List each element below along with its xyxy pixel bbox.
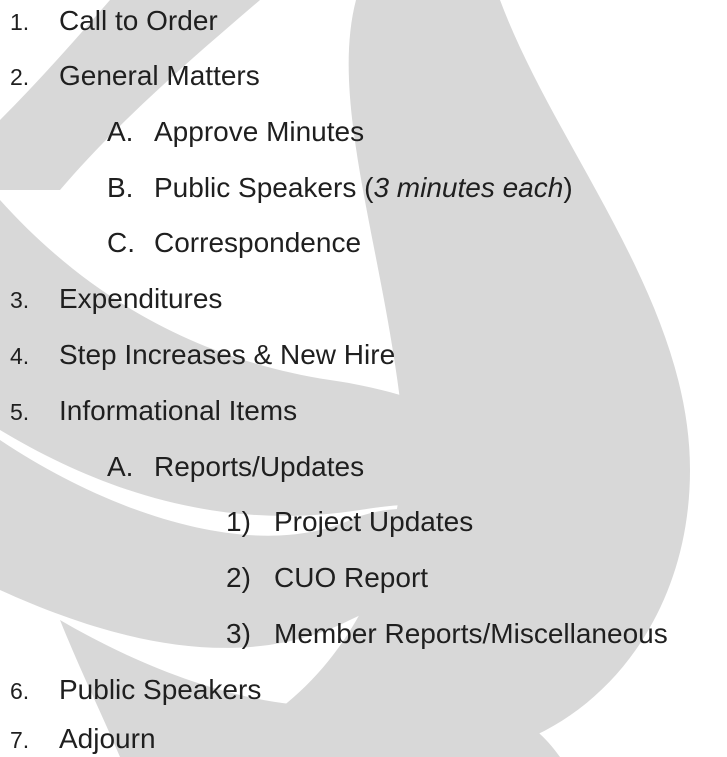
item-number: 6.	[10, 678, 30, 704]
item-label: Call to Order	[59, 5, 218, 36]
agenda-subsubitem-member-reports	[226, 617, 668, 651]
item-label: Member Reports/Miscellaneous	[274, 618, 668, 649]
agenda-item-step-increases	[10, 338, 395, 373]
item-label: Approve Minutes	[154, 116, 365, 147]
item-label: Public Speakers	[59, 674, 262, 705]
item-label: Reports/Updates	[154, 451, 365, 482]
agenda-subitem-correspondence	[107, 226, 361, 260]
item-number: 2)	[226, 562, 251, 593]
item-number: 3)	[226, 618, 251, 649]
item-number: 7.	[10, 727, 30, 753]
agenda-subitem-public-speakers	[107, 171, 573, 205]
item-label: General Matters	[59, 60, 260, 91]
item-label: Project Updates	[274, 506, 474, 537]
agenda-subsubitem-cuo-report	[226, 561, 428, 595]
item-label: Expenditures	[59, 283, 223, 314]
item-number: B.	[107, 172, 134, 203]
time-limit-note: 3 minutes each	[373, 172, 564, 203]
item-label: CUO Report	[274, 562, 429, 593]
agenda-subsubitem-project-updates	[226, 505, 473, 539]
agenda-item-public-speakers	[10, 673, 261, 708]
item-label: Informational Items	[59, 395, 298, 426]
item-number: 2.	[10, 64, 30, 90]
agenda-item-call-to-order	[10, 4, 218, 39]
item-label: Public Speakers (	[154, 172, 374, 203]
item-number: 1.	[10, 9, 30, 35]
agenda-item-adjourn	[10, 722, 156, 757]
item-number: 5.	[10, 399, 30, 425]
item-number: 1)	[226, 506, 251, 537]
item-number: A.	[107, 116, 134, 147]
agenda-item-general-matters	[10, 59, 260, 94]
item-label: Step Increases & New Hire	[59, 339, 396, 370]
item-label: Adjourn	[59, 723, 156, 754]
item-number: 4.	[10, 343, 30, 369]
item-number: C.	[107, 227, 135, 258]
item-number: A.	[107, 451, 134, 482]
item-label: Correspondence	[154, 227, 362, 258]
agenda-item-expenditures	[10, 282, 222, 317]
item-label-suffix: )	[563, 172, 573, 203]
agenda-subitem-approve-minutes	[107, 115, 364, 149]
agenda-subitem-reports-updates	[107, 450, 364, 484]
item-number: 3.	[10, 287, 30, 313]
agenda-item-informational-items	[10, 394, 297, 429]
